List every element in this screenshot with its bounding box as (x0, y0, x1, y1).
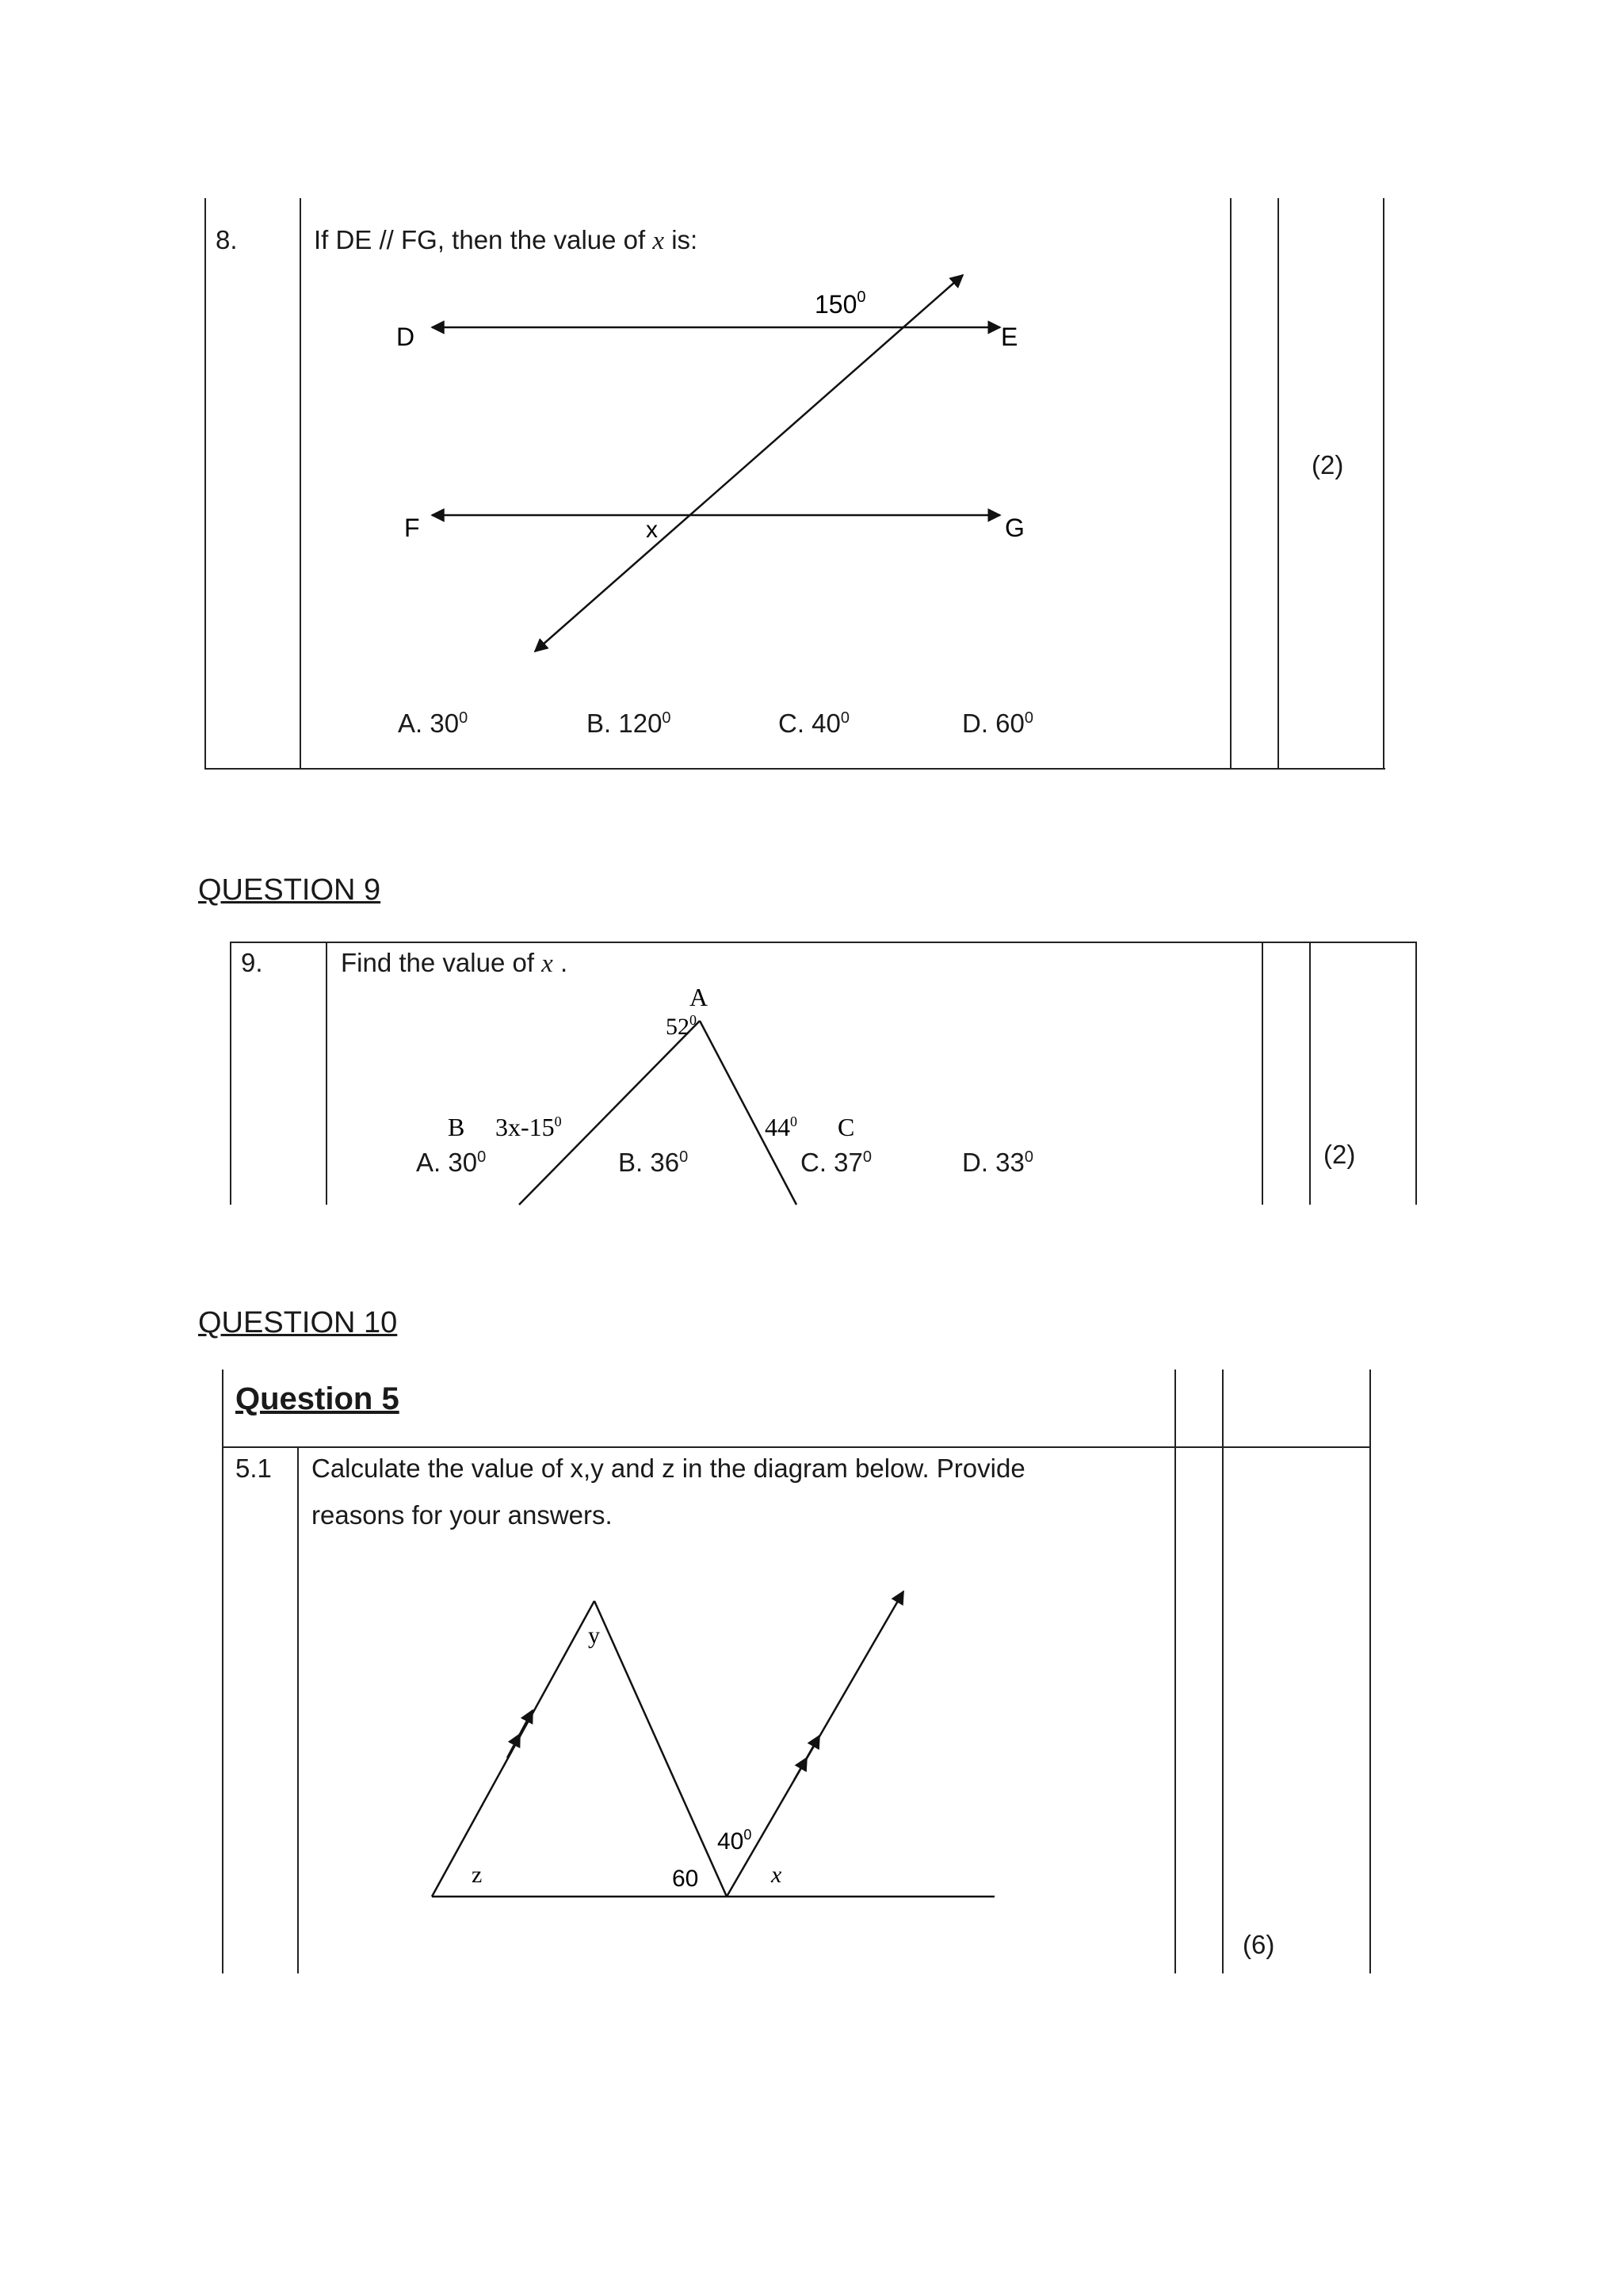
right-angle-label: $44^0$ (765, 1113, 797, 1141)
option-c[interactable]: C. $37^0$ (800, 1148, 873, 1177)
question-number: 9. (241, 948, 263, 977)
parallel-mark-left-2 (520, 1710, 533, 1734)
parallel-mark-right-2 (807, 1736, 819, 1758)
angle-z-label: z (472, 1862, 483, 1888)
angle-60-label: 60 (672, 1866, 699, 1892)
option-b[interactable]: B. $120^0$ (586, 709, 671, 738)
vertex-a-label: A (689, 983, 708, 1011)
angles-diagram (0, 1545, 1623, 1910)
triangle-right-side (594, 1601, 727, 1897)
point-d-label: D (396, 323, 415, 351)
question-number: 5.1 (235, 1454, 272, 1483)
angle-y-label: y (588, 1622, 600, 1648)
parallel-lines-diagram (0, 0, 1623, 793)
question-number: 8. (216, 225, 238, 254)
table-row-divider (222, 1446, 1371, 1448)
point-e-label: E (1001, 323, 1018, 351)
question-text-line-1: Calculate the value of x,y and z in the diagram below. Provide (311, 1454, 1025, 1483)
left-angle-label: $3x-15^0$ (495, 1113, 562, 1141)
transversal (535, 275, 963, 651)
inner-heading: Question 5 (235, 1381, 399, 1416)
option-c[interactable]: C. $40^0$ (778, 709, 850, 738)
option-a[interactable]: A. $30^0$ (398, 709, 468, 738)
question-text: Find the value of x . (341, 948, 568, 978)
marks: (2) (1323, 1140, 1356, 1169)
parallel-mark-right-1 (794, 1758, 807, 1780)
question-text: If DE // FG, then the value of x is: (314, 225, 698, 255)
parallel-mark-left-1 (507, 1734, 520, 1758)
marks: (2) (1312, 450, 1344, 479)
angle-x-label: x (771, 1862, 782, 1888)
vertex-c-label: C (838, 1113, 855, 1141)
option-a[interactable]: A. $30^0$ (416, 1148, 487, 1177)
angle-150-label: $150^0$ (815, 288, 866, 319)
option-d[interactable]: D. $33^0$ (962, 1148, 1034, 1177)
vertex-b-label: B (448, 1113, 465, 1141)
section-heading: QUESTION 9 (198, 873, 381, 907)
apex-angle-label: $52^0$ (666, 1012, 697, 1040)
option-b[interactable]: B. $36^0$ (618, 1148, 689, 1177)
angle-40-label: $40^0$ (717, 1827, 752, 1855)
angle-x-label: x (646, 517, 658, 543)
section-heading: QUESTION 10 (198, 1306, 398, 1339)
point-f-label: F (404, 514, 420, 542)
question-text-line-2: reasons for your answers. (311, 1500, 613, 1530)
option-d[interactable]: D. $60^0$ (962, 709, 1034, 738)
marks: (6) (1243, 1930, 1275, 1959)
point-g-label: G (1005, 514, 1025, 542)
